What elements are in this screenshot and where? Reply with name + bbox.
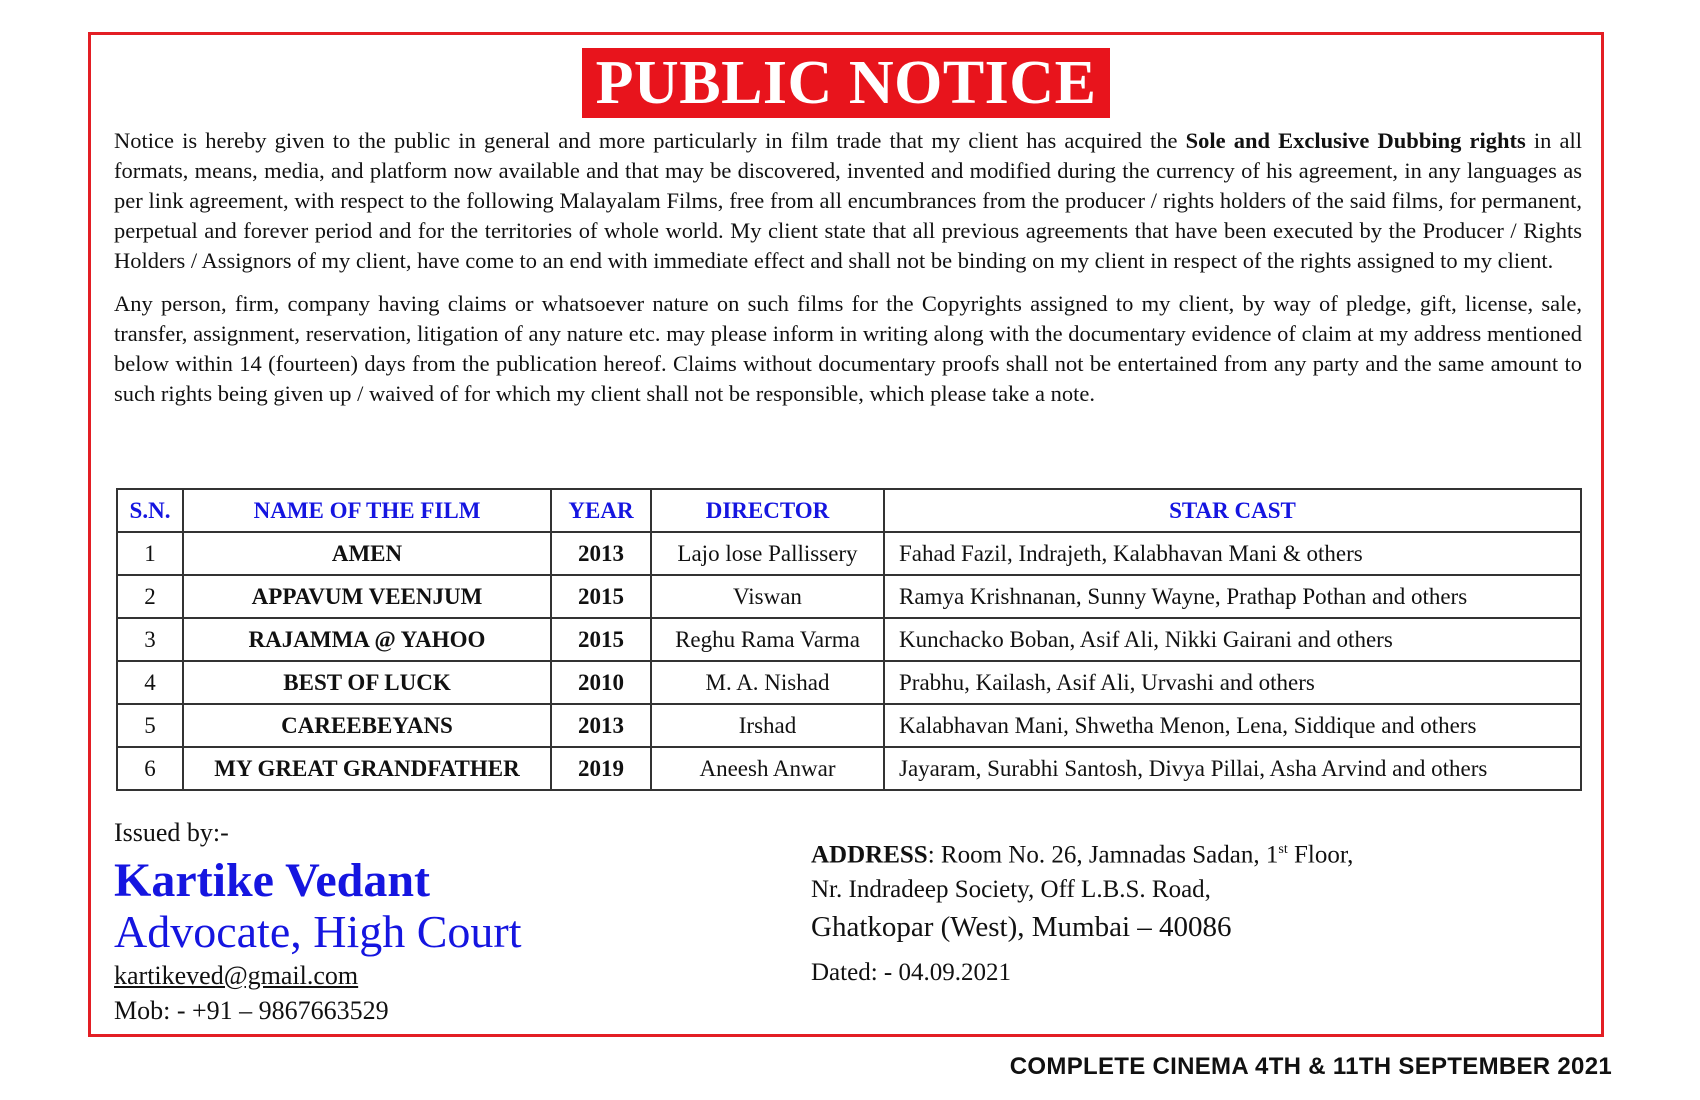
cell-sn: 3 <box>117 618 183 661</box>
rights-highlight: Sole and Exclusive Dubbing rights <box>1185 128 1526 153</box>
table-header-row <box>117 489 1581 532</box>
notice-title: PUBLIC NOTICE <box>582 48 1111 118</box>
cell-director: Reghu Rama Varma <box>651 618 884 661</box>
issuer-email-link[interactable]: kartikeved@gmail.com <box>114 961 359 990</box>
paragraph-1-rest: in all formats, means, media, and platform now available and that may be discovered, invented and modified during the currency of his agreement, in any languages as per link agreement, with respect to the following Malayalam Films, free from all encumbrances from the producer / rights holders of the said films, for permanent, perpetual and forever period and for the territories of whole world. My client state that all previous agreements that have been executed by the Producer / Rights Holders / Assignors of my client, have come to an end with immediate effect and shall not be binding on my client in respect of the rights assigned to my client. <box>114 128 1582 273</box>
header-director: DIRECTOR <box>651 489 884 532</box>
paragraph-1 <box>114 126 1582 276</box>
issuer-role: Advocate, High Court <box>114 906 522 957</box>
cell-director: Viswan <box>651 575 884 618</box>
cell-film-name: RAJAMMA @ YAHOO <box>183 618 551 661</box>
issuer-name: Kartike Vedant <box>114 854 431 907</box>
cell-director: Lajo lose Pallissery <box>651 532 884 575</box>
cell-star-cast: Ramya Krishnanan, Sunny Wayne, Prathap Pothan and others <box>884 575 1581 618</box>
cell-star-cast: Kunchacko Boban, Asif Ali, Nikki Gairani and others <box>884 618 1581 661</box>
publication-footer: COMPLETE CINEMA 4TH & 11TH SEPTEMBER 2021 <box>1009 1053 1612 1080</box>
cell-star-cast: Fahad Fazil, Indrajeth, Kalabhavan Mani & others <box>884 532 1581 575</box>
cell-star-cast: Kalabhavan Mani, Shwetha Menon, Lena, Siddique and others <box>884 704 1581 747</box>
address-floor-suffix: st <box>1278 842 1288 857</box>
cell-star-cast: Jayaram, Surabhi Santosh, Divya Pillai, Asha Arvind and others <box>884 747 1581 790</box>
notice-body <box>114 126 1582 422</box>
paragraph-2: Any person, firm, company having claims or whatsoever nature on such films for the Copyrights assigned to my client, by way of pledge, gift, license, sale, transfer, assignment, reservation, litigation of any nature etc. may please inform in writing along with the documentary evidence of claim at my address mentioned below within 14 (fourteen) days from the publication hereof. Claims without documentary proofs shall not be entertained from any party and the same amount to such rights being given up / waived of for which my client shall not be responsible, which please take a note. <box>114 291 1582 406</box>
table-row <box>117 747 1581 790</box>
notice-date: Dated: - 04.09.2021 <box>811 959 1011 986</box>
header-sn: S.N. <box>117 489 183 532</box>
cell-sn: 2 <box>117 575 183 618</box>
cell-year: 2013 <box>551 532 651 575</box>
cell-film-name: AMEN <box>183 532 551 575</box>
address-line-1-text: : Room No. 26, Jamnadas Sadan, 1 <box>927 841 1279 869</box>
cell-year: 2013 <box>551 704 651 747</box>
table-row <box>117 618 1581 661</box>
cell-director: Irshad <box>651 704 884 747</box>
table-row <box>117 704 1581 747</box>
table-row <box>117 532 1581 575</box>
notice-frame <box>88 32 1604 1037</box>
cell-film-name: CAREEBEYANS <box>183 704 551 747</box>
cell-director: M. A. Nishad <box>651 661 884 704</box>
address-line-2: Nr. Indradeep Society, Off L.B.S. Road, <box>811 876 1211 904</box>
cell-year: 2019 <box>551 747 651 790</box>
cell-sn: 4 <box>117 661 183 704</box>
cell-sn: 6 <box>117 747 183 790</box>
cell-year: 2010 <box>551 661 651 704</box>
address-line-1-end: Floor, <box>1287 841 1354 869</box>
address-line-3: Ghatkopar (West), Mumbai – 40086 <box>811 911 1232 944</box>
address-label: ADDRESS <box>811 841 928 869</box>
table-row <box>117 661 1581 704</box>
header-film-name: NAME OF THE FILM <box>183 489 551 532</box>
header-star-cast: STAR CAST <box>884 489 1581 532</box>
address-line-1 <box>811 832 1353 872</box>
cell-film-name: BEST OF LUCK <box>183 661 551 704</box>
header-year: YEAR <box>551 489 651 532</box>
table-row <box>117 575 1581 618</box>
issued-by-label: Issued by:- <box>114 818 229 847</box>
cell-year: 2015 <box>551 575 651 618</box>
films-table <box>116 488 1582 791</box>
cell-year: 2015 <box>551 618 651 661</box>
cell-film-name: APPAVUM VEENJUM <box>183 575 551 618</box>
cell-sn: 5 <box>117 704 183 747</box>
issuer-mobile: Mob: - +91 – 9867663529 <box>114 996 389 1025</box>
cell-film-name: MY GREAT GRANDFATHER <box>183 747 551 790</box>
cell-director: Aneesh Anwar <box>651 747 884 790</box>
cell-sn: 1 <box>117 532 183 575</box>
paragraph-1-intro: Notice is hereby given to the public in general and more particularly in film trade that my client has acquired the <box>114 128 1186 153</box>
cell-star-cast: Prabhu, Kailash, Asif Ali, Urvashi and others <box>884 661 1581 704</box>
address-block <box>811 832 1353 947</box>
